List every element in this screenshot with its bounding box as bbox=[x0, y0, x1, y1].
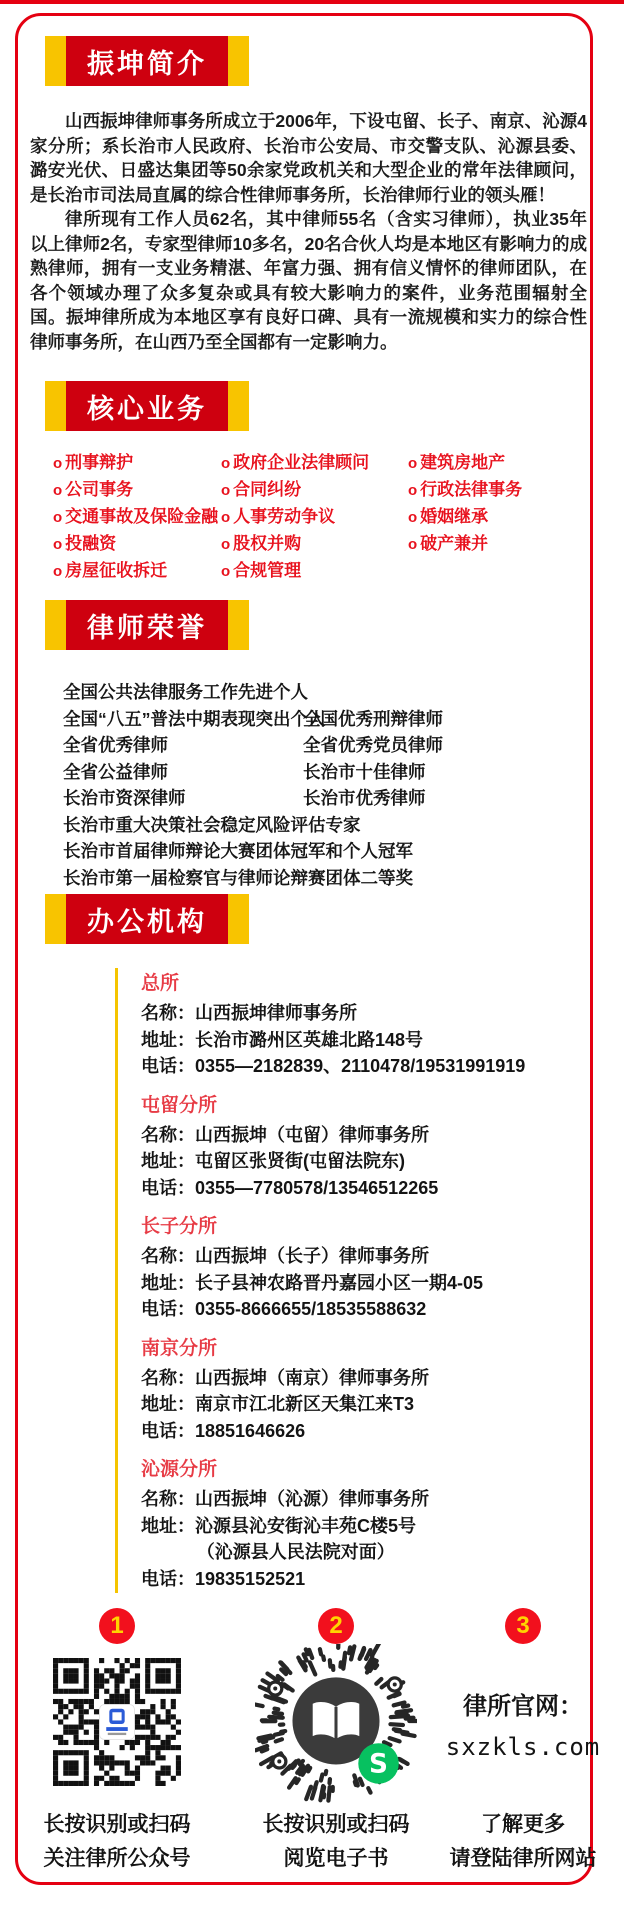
business-item-label: 合规管理 bbox=[233, 561, 302, 580]
business-item-label: 刑事辩护 bbox=[65, 453, 134, 472]
office-list bbox=[141, 970, 586, 1604]
business-item-label: 公司事务 bbox=[65, 480, 134, 499]
office-entry bbox=[141, 1213, 586, 1323]
office-detail-line: （沁源县人民法院对面） bbox=[196, 1542, 395, 1562]
office-branch-label: 南京分所 bbox=[141, 1337, 218, 1359]
office-detail-line: 电话：0355—7780578/13546512265 bbox=[141, 1177, 439, 1198]
bullet-icon: o bbox=[53, 563, 63, 580]
business-item-label: 合同纠纷 bbox=[233, 480, 302, 499]
office-detail-line: 名称：山西振坤律师事务所 bbox=[141, 1003, 357, 1023]
honor-item: 全国优秀刑辩律师 bbox=[303, 708, 443, 729]
business-item bbox=[408, 449, 522, 476]
honor-item: 长治市十佳律师 bbox=[303, 761, 426, 782]
footer-caption-1 bbox=[27, 1808, 207, 1876]
business-item-label: 破产兼并 bbox=[420, 534, 489, 553]
business-column bbox=[53, 449, 218, 584]
office-yellow-rule bbox=[115, 968, 118, 1593]
office-entry bbox=[141, 970, 586, 1080]
honor-item: 长治市第一届检察官与律师论辩赛团体二等奖 bbox=[63, 867, 413, 888]
footer-column-3 bbox=[433, 1608, 613, 1870]
office-entry bbox=[141, 1335, 586, 1445]
honor-item: 长治市首届律师辩论大赛团体冠军和个人冠军 bbox=[63, 841, 413, 861]
business-item bbox=[53, 476, 218, 503]
svg-text:S: S bbox=[369, 1749, 389, 1780]
content-card bbox=[15, 13, 601, 1885]
honor-row bbox=[63, 759, 583, 786]
caption-line: 长按识别或扫码 bbox=[262, 1813, 410, 1836]
office-detail-line: 名称：山西振坤（屯留）律师事务所 bbox=[141, 1124, 429, 1145]
business-column bbox=[408, 449, 522, 557]
business-item bbox=[221, 449, 369, 476]
intro-paragraph: 律所现有工作人员62名，其中律师55名（含实习律师），执业35年以上律师2名，专家型律师10多名，20名合伙人均是本地区有影响力的成熟律师，拥有一支业务精湛、年富力强、拥有信义情怀的律师团队，在各个领域办理了众多复杂或具有较大影响力的案件，业务范围辐射全国。振坤律所成为本地区享有良好口碑、具有一流规模和实力的综合性律师事务所，在山西乃至全国都有一定影响力。 bbox=[30, 209, 587, 352]
honor-row bbox=[63, 812, 583, 839]
business-item-label: 政府企业法律顾问 bbox=[233, 453, 370, 472]
office-entry bbox=[141, 1456, 586, 1592]
step-1-badge: 1 bbox=[99, 1608, 135, 1644]
office-branch-label: 总所 bbox=[141, 973, 180, 994]
bullet-icon: o bbox=[221, 509, 231, 526]
caption-line: 长按识别或扫码 bbox=[43, 1813, 191, 1836]
caption-line: 了解更多 bbox=[481, 1813, 565, 1836]
honor-item: 全国“八五”普法中期表现突出个人 bbox=[63, 708, 326, 729]
office-detail-line: 电话：0355-8666655/18535588632 bbox=[141, 1299, 427, 1319]
honor-row bbox=[63, 865, 583, 892]
office-detail-line: 地址：屯留区张贤街(屯留法院东) bbox=[141, 1151, 405, 1171]
business-item bbox=[221, 557, 369, 584]
business-item bbox=[53, 449, 218, 476]
intro-paragraph: 山西振坤律师事务所成立于2006年，下设屯留、长子、南京、沁源4家分所；系长治市人民政府、长治市公安局、市交警支队、沁源县委、潞安光伏、日盛达集团等50余家党政机关和大型企业的常年法律顾问，是长治市司法局直属的综合性律师事务所，长治律师行业的领头雁！ bbox=[30, 111, 587, 205]
business-item-label: 房屋征收拆迁 bbox=[65, 561, 168, 580]
bullet-icon: o bbox=[221, 482, 231, 499]
business-item bbox=[221, 503, 369, 530]
section-title: 办公机构 bbox=[66, 894, 228, 944]
office-detail-line: 地址：长子县神农路晋丹嘉园小区一期4-05 bbox=[141, 1272, 484, 1293]
honor-item bbox=[303, 679, 583, 706]
office-entry bbox=[141, 1092, 586, 1202]
honor-item: 全省优秀律师 bbox=[63, 735, 168, 755]
business-item bbox=[408, 530, 522, 557]
office-detail-line: 名称：山西振坤（南京）律师事务所 bbox=[141, 1367, 429, 1388]
honor-item: 长治市重大决策社会稳定风险评估专家 bbox=[63, 814, 361, 835]
business-item-label: 建筑房地产 bbox=[420, 453, 506, 472]
office-detail-line: 名称：山西振坤（沁源）律师事务所 bbox=[141, 1489, 429, 1509]
office-detail-line: 地址：南京市江北新区天集江来T3 bbox=[141, 1394, 415, 1414]
honors-list bbox=[63, 679, 583, 891]
step-2-badge: 2 bbox=[318, 1608, 354, 1644]
bullet-icon: o bbox=[408, 482, 418, 499]
bullet-icon: o bbox=[53, 536, 63, 553]
bullet-icon: o bbox=[408, 509, 418, 526]
section-title: 核心业务 bbox=[66, 381, 228, 431]
section-title: 振坤简介 bbox=[66, 36, 228, 86]
section-badge-offices bbox=[45, 894, 249, 944]
footer-caption-2 bbox=[241, 1808, 431, 1876]
office-detail-line: 名称：山西振坤（长子）律师事务所 bbox=[141, 1246, 429, 1266]
bullet-icon: o bbox=[53, 455, 63, 472]
bullet-icon: o bbox=[53, 482, 63, 499]
honor-row bbox=[63, 706, 583, 733]
office-detail-line: 电话：0355—2182839、2110478/19531991919 bbox=[141, 1056, 526, 1076]
official-account-qrcode-icon[interactable] bbox=[53, 1658, 181, 1786]
honor-item bbox=[303, 865, 583, 892]
business-item bbox=[408, 503, 522, 530]
honor-item: 长治市资深律师 bbox=[63, 788, 186, 808]
business-item bbox=[221, 530, 369, 557]
business-item bbox=[53, 530, 218, 557]
footer-caption-3 bbox=[423, 1808, 623, 1876]
honor-item bbox=[303, 812, 583, 839]
business-item-label: 人事劳动争议 bbox=[233, 507, 336, 526]
business-item-label: 投融资 bbox=[65, 534, 117, 553]
step-3-badge: 3 bbox=[505, 1608, 541, 1644]
honor-item: 全国公共法律服务工作先进个人 bbox=[63, 682, 308, 702]
business-grid bbox=[18, 449, 596, 594]
ebook-miniprogram-qrcode-icon[interactable] bbox=[255, 1644, 417, 1806]
bullet-icon: o bbox=[408, 536, 418, 553]
business-item bbox=[53, 503, 218, 530]
section-badge-intro bbox=[45, 36, 249, 86]
business-item bbox=[53, 557, 218, 584]
honor-item bbox=[303, 838, 583, 865]
website-label: 律所官网： bbox=[463, 1693, 583, 1720]
office-detail-line: 电话：19835152521 bbox=[141, 1568, 306, 1589]
honor-row bbox=[63, 838, 583, 865]
website-url[interactable]: sxzkls.com bbox=[445, 1733, 601, 1761]
business-column bbox=[221, 449, 369, 584]
office-detail-line: 地址：沁源县沁安街沁丰苑C楼5号 bbox=[141, 1515, 417, 1536]
footer-column-2 bbox=[251, 1608, 421, 1870]
bullet-icon: o bbox=[408, 455, 418, 472]
business-item bbox=[408, 476, 522, 503]
business-item-label: 行政法律事务 bbox=[420, 480, 523, 499]
business-item-label: 交通事故及保险金融 bbox=[65, 507, 219, 526]
bullet-icon: o bbox=[53, 509, 63, 526]
business-item-label: 股权并购 bbox=[233, 534, 302, 553]
caption-line: 关注律所公众号 bbox=[43, 1847, 191, 1870]
business-item bbox=[221, 476, 369, 503]
footer-column-1 bbox=[37, 1608, 197, 1870]
honor-row bbox=[63, 679, 583, 706]
office-branch-label: 屯留分所 bbox=[141, 1094, 218, 1116]
section-badge-business bbox=[45, 381, 249, 431]
business-item-label: 婚姻继承 bbox=[420, 507, 489, 526]
top-red-bar bbox=[0, 0, 624, 4]
section-title: 律师荣誉 bbox=[66, 600, 228, 650]
honor-row bbox=[63, 732, 583, 759]
intro-text bbox=[30, 109, 587, 354]
office-detail-line: 地址：长治市潞州区英雄北路148号 bbox=[141, 1029, 424, 1050]
bullet-icon: o bbox=[221, 455, 231, 472]
office-detail-line: 电话：18851646626 bbox=[141, 1420, 306, 1441]
caption-line: 阅览电子书 bbox=[283, 1847, 389, 1870]
bullet-icon: o bbox=[221, 563, 231, 580]
section-badge-honors bbox=[45, 600, 249, 650]
honor-item: 全省公益律师 bbox=[63, 761, 168, 782]
honor-item: 全省优秀党员律师 bbox=[303, 735, 443, 755]
office-branch-label: 沁源分所 bbox=[141, 1459, 218, 1480]
bullet-icon: o bbox=[221, 536, 231, 553]
office-branch-label: 长子分所 bbox=[141, 1216, 218, 1237]
honor-item: 长治市优秀律师 bbox=[303, 788, 426, 808]
honor-row bbox=[63, 785, 583, 812]
caption-line: 请登陆律所网站 bbox=[449, 1847, 597, 1870]
